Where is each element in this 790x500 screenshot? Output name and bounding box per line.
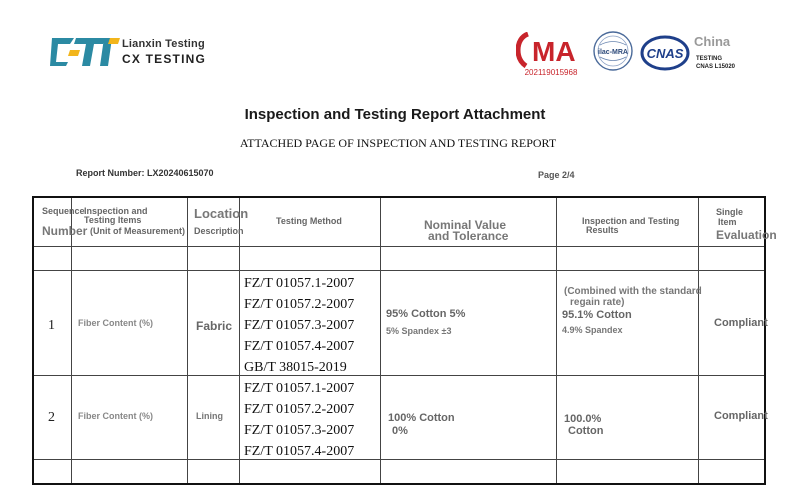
row1-location: Fabric [196, 319, 233, 333]
row1-method-4: FZ/T 01057.4-2007 [244, 339, 355, 354]
row1-evaluation: Compliant [714, 317, 768, 329]
row2-sequence: 2 [48, 410, 55, 425]
row1-method-5: GB/T 38015-2019 [244, 360, 347, 375]
cnas-label: CNAS [646, 46, 684, 61]
header-evaluation: Evaluation [716, 228, 777, 242]
header-items-line2: Testing Items [84, 215, 142, 225]
company-subtitle: CX TESTING [122, 52, 207, 66]
row2-evaluation: Compliant [714, 410, 768, 422]
row2-result-main: 100.0% [564, 413, 602, 425]
header-item: Item [718, 217, 737, 227]
row1-result-main: 95.1% Cotton [562, 309, 632, 321]
header-number: Number [42, 224, 88, 238]
lianxin-logo [48, 36, 120, 68]
row2-method-4: FZ/T 01057.4-2007 [244, 444, 355, 459]
cma-logo [516, 32, 584, 68]
header-location-description: Description [194, 226, 244, 236]
header-location: Location [194, 206, 249, 221]
page-indicator: Page 2/4 [538, 170, 575, 180]
row1-nominal-sub: 5% Spandex ±3 [386, 326, 452, 336]
header-items-line3: (Unit of Measurement) [90, 226, 186, 236]
row1-nominal-main: 95% Cotton 5% [386, 308, 466, 320]
row2-location: Lining [196, 411, 223, 421]
header-single: Single [716, 207, 744, 217]
ilac-mra-logo [592, 30, 634, 72]
header-nominal-line2: and Tolerance [428, 229, 509, 243]
row2-method-1: FZ/T 01057.1-2007 [244, 381, 355, 396]
row2-method-3: FZ/T 01057.3-2007 [244, 423, 355, 438]
cma-number: 202119015968 [524, 68, 578, 77]
ilac-label: ilac-MRA [598, 49, 628, 56]
cnas-country: China [694, 34, 731, 49]
row2-nominal-main: 100% Cotton [388, 412, 455, 424]
header-testing-method: Testing Method [276, 216, 342, 226]
row1-sequence: 1 [48, 318, 55, 333]
header-items-line1: Inspection and [84, 206, 148, 216]
header-sequence: Sequence [42, 206, 85, 216]
cnas-code: CNAS L15020 [696, 64, 736, 70]
row1-method-3: FZ/T 01057.3-2007 [244, 318, 355, 333]
row1-methods [244, 273, 354, 378]
row2-method-2: FZ/T 01057.2-2007 [244, 402, 355, 417]
row2-nominal-sub: 0% [392, 425, 408, 437]
row1-method-1: FZ/T 01057.1-2007 [244, 276, 355, 291]
row2-item: Fiber Content (%) [78, 411, 153, 421]
row1-item: Fiber Content (%) [78, 318, 153, 328]
row1-result-note-line1: (Combined with the standard [564, 286, 702, 297]
row1-result-sub: 4.9% Spandex [562, 325, 623, 335]
svg-text:MA: MA [532, 36, 576, 67]
company-name: Lianxin Testing [122, 38, 205, 50]
cnas-testing-label: TESTING [696, 56, 723, 62]
header-results-line1: Inspection and Testing [582, 216, 680, 226]
row2-methods [244, 378, 354, 462]
report-number: Report Number: LX20240615070 [76, 168, 214, 178]
header-results-line2: Results [586, 225, 619, 235]
row2-result-sub: Cotton [568, 425, 604, 437]
header-nominal-line1: Nominal Value [424, 218, 507, 232]
report-table [32, 196, 777, 485]
document-title: Inspection and Testing Report Attachment [244, 106, 546, 123]
row1-result-note-line2: regain rate) [570, 297, 625, 308]
row1-method-2: FZ/T 01057.2-2007 [244, 297, 355, 312]
document-subtitle: ATTACHED PAGE OF INSPECTION AND TESTING REPORT [239, 136, 557, 150]
cnas-logo [640, 34, 690, 72]
